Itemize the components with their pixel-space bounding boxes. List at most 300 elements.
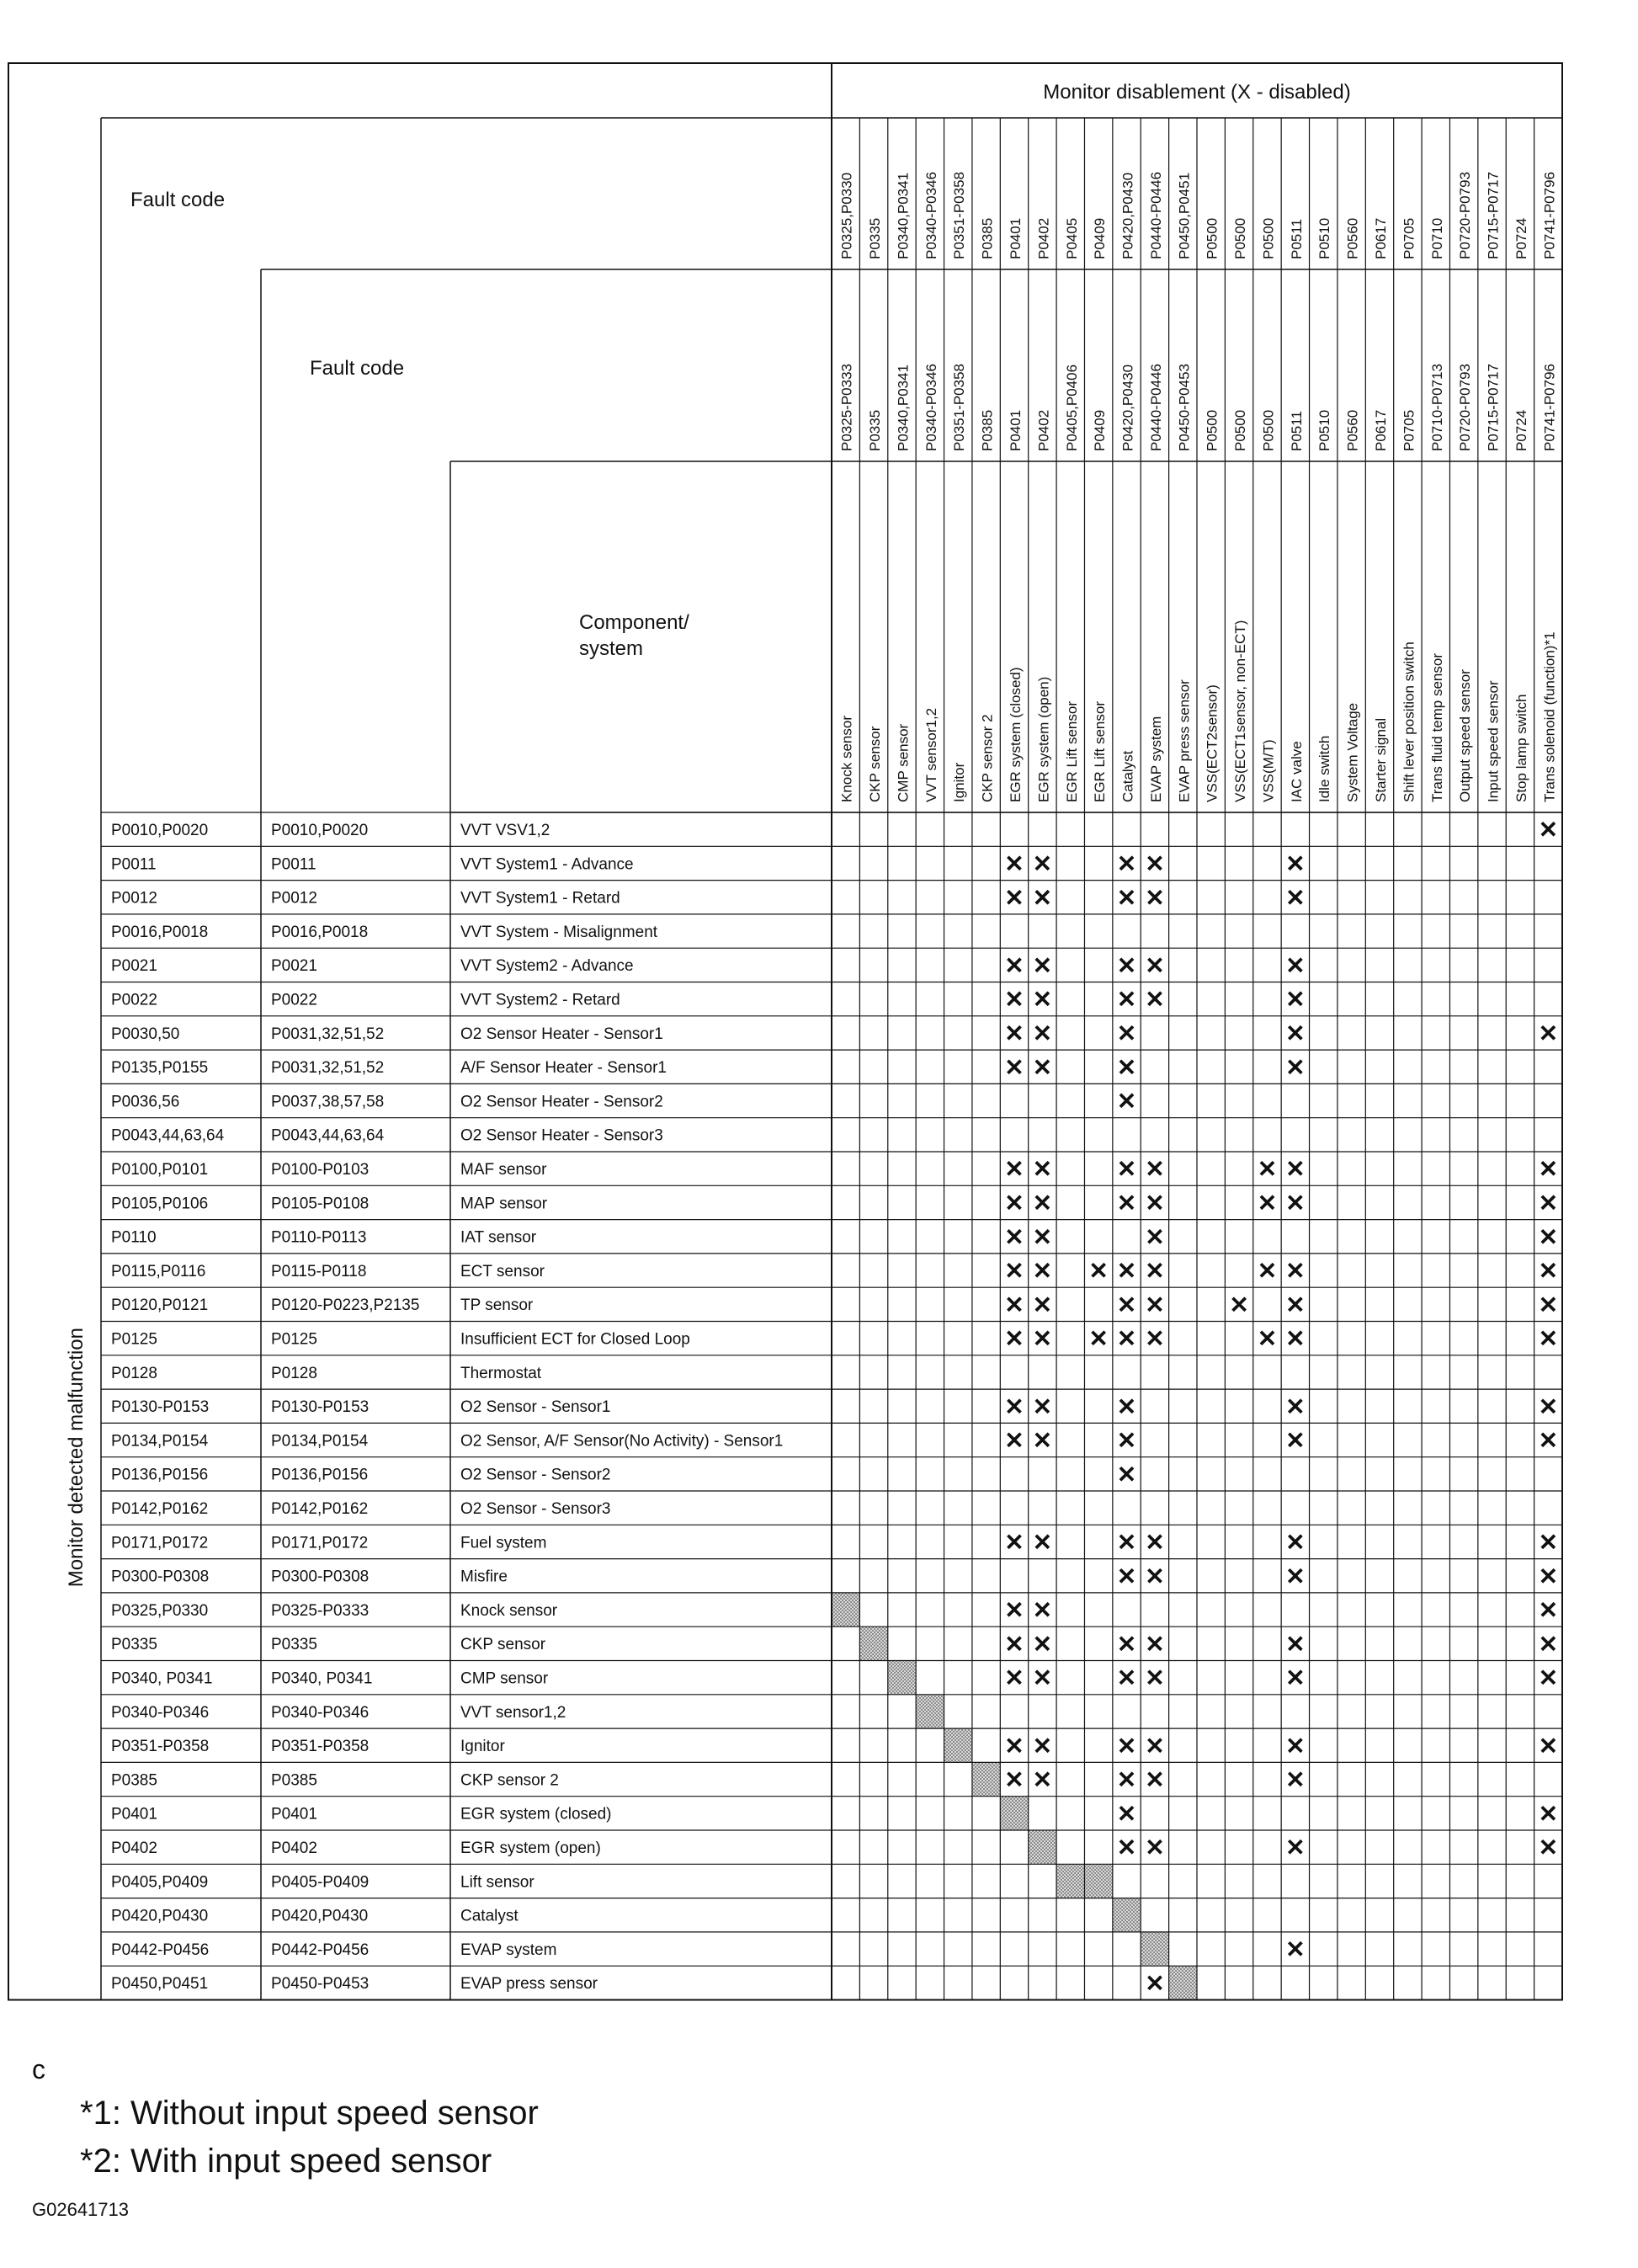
row-fault-code: P0136,P0156 [111,1466,209,1484]
row-fault-code-2: P0043,44,63,64 [271,1126,385,1145]
disabled-mark: ✕ [1538,1597,1559,1624]
disabled-mark: ✕ [1257,1258,1278,1285]
disabled-mark: ✕ [1538,1223,1559,1250]
column-component-name: EVAP press sensor [1176,679,1193,802]
row-fault-code-2: P0120-P0223,P2135 [271,1296,420,1315]
row-component-name: ECT sensor [460,1262,545,1280]
row-fault-code: P0351-P0358 [111,1738,210,1756]
disabled-mark: ✕ [1032,952,1053,979]
row-component-name: VVT System2 - Advance [460,957,634,976]
row-fault-code: P0401 [111,1805,157,1823]
row-component-name: VVT System1 - Advance [460,855,634,874]
column-code-fault: P0560 [1344,409,1361,451]
disabled-mark: ✕ [1004,1664,1024,1691]
column-code-fault: P0724 [1513,409,1529,451]
disabled-mark: ✕ [1145,1664,1165,1691]
column-code-monitor: P0715-P0717 [1485,172,1502,259]
row-fault-code: P0115,P0116 [111,1262,206,1280]
column-code-fault: P0340-P0346 [923,364,939,451]
row-component-name: O2 Sensor - Sensor2 [460,1466,611,1484]
disabled-mark: ✕ [1538,1325,1559,1352]
disabled-mark: ✕ [1145,1325,1165,1352]
disabled-mark: ✕ [1145,1291,1165,1318]
row-component-name: O2 Sensor, A/F Sensor(No Activity) - Sensor1 [460,1432,784,1451]
row-component-name: O2 Sensor Heater - Sensor3 [460,1126,663,1145]
disabled-mark: ✕ [1116,1834,1137,1861]
column-component-name: CKP sensor [867,726,884,802]
disabled-mark: ✕ [1538,1834,1559,1861]
disabled-mark: ✕ [1032,1258,1053,1285]
disabled-mark: ✕ [1538,1800,1559,1827]
column-code-monitor: P0420,P0430 [1119,172,1136,259]
row-fault-code: P0030,50 [111,1025,180,1043]
shaded-cell [859,1626,887,1660]
row-component-name: IAT sensor [460,1228,537,1247]
disabled-mark: ✕ [1285,952,1306,979]
disabled-mark: ✕ [1116,1733,1137,1760]
column-code-monitor: P0500 [1260,217,1277,259]
row-fault-code: P0011 [111,855,157,874]
disabled-mark: ✕ [1116,1529,1137,1556]
monitor-disablement-title: Monitor disablement (X - disabled) [1043,81,1351,104]
disabled-mark: ✕ [1116,1563,1137,1589]
disabled-mark: ✕ [1116,1291,1137,1318]
disabled-mark: ✕ [1285,1529,1306,1556]
component-system-header: Component/ [579,611,689,634]
disabled-mark: ✕ [1004,1529,1024,1556]
row-fault-code-2: P0402 [271,1839,317,1857]
row-component-name: Ignitor [460,1738,505,1756]
column-component-name: Trans fluid temp sensor [1428,653,1445,802]
row-component-name: Lift sensor [460,1873,534,1892]
row-component-name: TP sensor [460,1296,534,1315]
disabled-mark: ✕ [1145,1223,1165,1250]
row-fault-code: P0142,P0162 [111,1500,209,1518]
row-fault-code: P0128 [111,1364,157,1382]
fault-code-header-1: Fault code [130,189,226,211]
disabled-mark: ✕ [1116,986,1137,1013]
row-component-name: MAF sensor [460,1161,547,1179]
row-fault-code-2: P0335 [271,1636,317,1654]
disabled-mark: ✕ [1285,1664,1306,1691]
column-code-fault: P0511 [1288,411,1305,451]
row-fault-code-2: P0351-P0358 [271,1738,370,1756]
disabled-mark: ✕ [1004,1766,1024,1793]
disabled-mark: ✕ [1032,884,1053,911]
column-code-fault: P0405,P0406 [1063,364,1080,451]
shaded-cell [1141,1932,1168,1966]
disabled-mark: ✕ [1145,1631,1165,1658]
row-component-name: VVT VSV1,2 [460,822,550,839]
column-component-name: VSS(ECT1sensor, non-ECT) [1232,620,1249,802]
disabled-mark: ✕ [1538,1393,1559,1420]
disabled-mark: ✕ [1285,1325,1306,1352]
disabled-mark: ✕ [1004,1190,1024,1217]
disabled-mark: ✕ [1032,1223,1053,1250]
disabled-mark: ✕ [1032,1054,1053,1081]
disabled-mark: ✕ [1004,1325,1024,1352]
row-fault-code: P0010,P0020 [111,822,209,839]
shaded-cell [1000,1797,1028,1830]
row-component-name: Thermostat [460,1364,542,1382]
column-component-name: VVT sensor1,2 [923,707,939,802]
disabled-mark: ✕ [1004,1393,1024,1420]
column-code-monitor: P0351-P0358 [951,172,968,259]
disabled-mark: ✕ [1538,1291,1559,1318]
disabled-mark: ✕ [1538,1631,1559,1658]
fault-code-header-2: Fault code [310,357,405,380]
disabled-mark: ✕ [1285,884,1306,911]
row-fault-code-2: P0136,P0156 [271,1466,369,1484]
disabled-mark: ✕ [1004,850,1024,877]
disabled-mark: ✕ [1116,952,1137,979]
column-code-fault: P0385 [979,409,996,451]
column-code-monitor: P0340,P0341 [895,172,912,259]
disabled-mark: ✕ [1145,952,1165,979]
disabled-mark: ✕ [1285,1733,1306,1760]
row-fault-code-2: P0171,P0172 [271,1534,369,1552]
component-system-header: system [579,637,644,660]
row-fault-code-2: P0134,P0154 [271,1432,369,1451]
column-code-monitor: P0385 [979,217,996,259]
column-code-monitor: P0405 [1063,217,1080,259]
disabled-mark: ✕ [1032,1393,1053,1420]
row-fault-code: P0171,P0172 [111,1534,209,1552]
disabled-mark: ✕ [1032,1529,1053,1556]
column-code-monitor: P0401 [1008,217,1024,259]
column-component-name: EVAP system [1147,716,1164,802]
disabled-mark: ✕ [1285,1393,1306,1420]
row-fault-code: P0450,P0451 [111,1975,209,1994]
row-component-name: EGR system (closed) [460,1805,612,1823]
shaded-cell [972,1762,1000,1796]
column-code-fault: P0500 [1232,409,1249,451]
row-fault-code: P0300-P0308 [111,1568,210,1586]
row-component-name: Insufficient ECT for Closed Loop [460,1330,690,1349]
row-fault-code-2: P0340, P0341 [271,1669,373,1688]
disabled-mark: ✕ [1145,1733,1165,1760]
column-code-monitor: P0724 [1513,217,1529,259]
row-component-name: VVT System - Misalignment [460,923,658,941]
row-fault-code-2: P0325-P0333 [271,1601,370,1620]
row-fault-code: P0335 [111,1636,157,1654]
row-fault-code: P0036,56 [111,1093,180,1111]
disabled-mark: ✕ [1032,1427,1053,1454]
disabled-mark: ✕ [1145,850,1165,877]
disabled-mark: ✕ [1116,1461,1137,1488]
disabled-mark: ✕ [1285,986,1306,1013]
row-fault-code-2: P0105-P0108 [271,1195,370,1213]
disabled-mark: ✕ [1116,850,1137,877]
column-code-fault: P0710-P0713 [1428,364,1445,451]
row-component-name: Knock sensor [460,1601,558,1620]
row-fault-code: P0043,44,63,64 [111,1126,225,1145]
row-component-name: CKP sensor 2 [460,1771,559,1790]
disabled-mark: ✕ [1116,1800,1137,1827]
row-component-name: O2 Sensor - Sensor1 [460,1398,611,1417]
column-code-fault: P0500 [1260,409,1277,451]
disabled-mark: ✕ [1116,1766,1137,1793]
column-component-name: Ignitor [951,762,968,802]
column-code-monitor: P0402 [1035,217,1052,259]
row-fault-code-2: P0031,32,51,52 [271,1025,385,1043]
column-code-fault: P0351-P0358 [951,364,968,451]
disabled-mark: ✕ [1116,1393,1137,1420]
row-component-name: O2 Sensor - Sensor3 [460,1500,611,1518]
column-code-monitor: P0500 [1204,217,1221,259]
footnote-1: *1: Without input speed sensor [80,2095,539,2132]
disabled-mark: ✕ [1285,1834,1306,1861]
disabled-mark: ✕ [1116,1020,1137,1046]
disabled-mark: ✕ [1229,1291,1249,1318]
column-code-fault: P0741-P0796 [1541,364,1558,451]
column-code-fault: P0450-P0453 [1176,364,1193,451]
row-fault-code-2: P0110-P0113 [271,1228,367,1247]
disabled-mark: ✕ [1145,1563,1165,1589]
row-fault-code-2: P0385 [271,1771,317,1790]
disabled-mark: ✕ [1285,1020,1306,1046]
column-component-name: EGR Lift sensor [1063,701,1080,802]
row-fault-code: P0016,P0018 [111,923,209,941]
row-fault-code: P0405,P0409 [111,1873,209,1892]
disabled-mark: ✕ [1285,1156,1306,1183]
column-code-fault: P0335 [867,409,884,451]
row-fault-code: P0402 [111,1839,157,1857]
row-fault-code-2: P0128 [271,1364,317,1382]
disabled-mark: ✕ [1032,1325,1053,1352]
row-fault-code-2: P0016,P0018 [271,923,369,941]
disabled-mark: ✕ [1145,1970,1165,1997]
row-fault-code: P0021 [111,957,157,976]
row-fault-code: P0105,P0106 [111,1195,209,1213]
disabled-mark: ✕ [1116,1088,1137,1115]
column-code-monitor: P0500 [1232,217,1249,259]
column-code-monitor: P0710 [1428,217,1445,259]
row-component-name: EGR system (open) [460,1839,601,1857]
column-component-name: EGR system (open) [1035,676,1052,802]
shaded-cell [916,1695,944,1728]
disabled-mark: ✕ [1145,1834,1165,1861]
row-fault-code: P0134,P0154 [111,1432,209,1451]
row-fault-code: P0120,P0121 [111,1296,209,1315]
row-fault-code: P0022 [111,991,157,1009]
column-code-fault: P0510 [1316,409,1333,451]
column-code-monitor: P0511 [1288,219,1305,259]
column-code-monitor: P0741-P0796 [1541,172,1558,259]
row-fault-code-2: P0021 [271,957,317,976]
footnote-letter: c [32,2054,45,2084]
disabled-mark: ✕ [1538,1664,1559,1691]
shaded-cell [1056,1864,1084,1898]
row-component-name: Catalyst [460,1907,519,1925]
disabled-mark: ✕ [1116,1325,1137,1352]
row-fault-code: P0442-P0456 [111,1941,210,1959]
row-component-name: Misfire [460,1568,508,1586]
column-component-name: EGR Lift sensor [1092,701,1109,802]
disabled-mark: ✕ [1145,986,1165,1013]
row-fault-code-2: P0011 [271,855,316,874]
row-fault-code: P0110 [111,1228,157,1247]
disabled-mark: ✕ [1004,1258,1024,1285]
column-code-fault: P0420,P0430 [1119,364,1136,451]
disabled-mark: ✕ [1004,1156,1024,1183]
disabled-mark: ✕ [1004,884,1024,911]
disabled-mark: ✕ [1116,884,1137,911]
column-code-monitor: P0409 [1092,217,1109,259]
disabled-mark: ✕ [1285,1427,1306,1454]
column-code-fault: P0617 [1373,409,1389,451]
column-component-name: Catalyst [1119,750,1136,802]
row-fault-code-2: P0031,32,51,52 [271,1059,385,1078]
column-code-fault: P0720-P0793 [1457,364,1474,451]
row-component-name: VVT sensor1,2 [460,1703,566,1722]
row-fault-code-2: P0450-P0453 [271,1975,370,1994]
row-fault-code: P0130-P0153 [111,1398,210,1417]
disabled-mark: ✕ [1116,1054,1137,1081]
column-component-name: Knock sensor [838,716,855,802]
disabled-mark: ✕ [1032,1597,1053,1624]
row-component-name: EVAP press sensor [460,1975,598,1994]
column-component-name: CMP sensor [895,723,912,802]
shaded-cell [1169,1966,1197,1999]
column-code-monitor: P0450,P0451 [1176,172,1193,259]
disabled-mark: ✕ [1116,1156,1137,1183]
disabled-mark: ✕ [1538,1427,1559,1454]
column-component-name: Starter signal [1373,717,1389,802]
disabled-mark: ✕ [1004,1733,1024,1760]
disabled-mark: ✕ [1116,1258,1137,1285]
disabled-mark: ✕ [1257,1325,1278,1352]
column-component-name: Idle switch [1316,735,1333,802]
row-fault-code-2: P0340-P0346 [271,1703,370,1722]
disabled-mark: ✕ [1538,1190,1559,1217]
row-fault-code-2: P0142,P0162 [271,1500,369,1518]
row-component-name: MAP sensor [460,1195,548,1213]
row-fault-code-2: P0300-P0308 [271,1568,370,1586]
column-component-name: System Voltage [1344,702,1361,802]
shaded-cell [1029,1830,1056,1864]
disabled-mark: ✕ [1538,1020,1559,1046]
disabled-mark: ✕ [1004,1631,1024,1658]
row-fault-code-2: P0022 [271,991,317,1009]
disabled-mark: ✕ [1285,1190,1306,1217]
row-fault-code: P0100,P0101 [111,1161,209,1179]
disabled-mark: ✕ [1285,1291,1306,1318]
disabled-mark: ✕ [1145,884,1165,911]
disabled-mark: ✕ [1088,1325,1109,1352]
disabled-mark: ✕ [1145,1190,1165,1217]
disabled-mark: ✕ [1032,1291,1053,1318]
column-code-fault: P0409 [1092,409,1109,451]
disabled-mark: ✕ [1145,1766,1165,1793]
row-fault-code: P0325,P0330 [111,1601,209,1620]
column-code-fault: P0500 [1204,409,1221,451]
table-border [8,63,1562,2000]
column-component-name: CKP sensor 2 [979,714,996,802]
column-code-fault: P0340,P0341 [895,364,912,451]
row-fault-code-2: P0420,P0430 [271,1907,369,1925]
row-fault-code-2: P0100-P0103 [271,1161,370,1179]
disabled-mark: ✕ [1116,1664,1137,1691]
column-component-name: Input speed sensor [1485,680,1502,802]
row-component-name: VVT System1 - Retard [460,889,620,908]
column-component-name: Stop lamp switch [1513,694,1529,802]
disabled-mark: ✕ [1004,1427,1024,1454]
disabled-mark: ✕ [1088,1258,1109,1285]
row-component-name: Fuel system [460,1534,547,1552]
row-fault-code-2: P0010,P0020 [271,822,369,839]
disabled-mark: ✕ [1004,1597,1024,1624]
disabled-mark: ✕ [1538,1563,1559,1589]
disabled-mark: ✕ [1285,1936,1306,1963]
column-code-fault: P0440-P0446 [1147,364,1164,451]
disabled-mark: ✕ [1285,1631,1306,1658]
disabled-mark: ✕ [1285,1258,1306,1285]
shaded-cell [1113,1898,1141,1932]
disabled-mark: ✕ [1116,1190,1137,1217]
column-component-name: Output speed sensor [1457,669,1474,802]
disabled-mark: ✕ [1032,1190,1053,1217]
disabled-mark: ✕ [1004,986,1024,1013]
disabled-mark: ✕ [1538,1258,1559,1285]
column-component-name: EGR system (closed) [1008,667,1024,802]
row-fault-code: P0135,P0155 [111,1059,209,1078]
row-fault-code: P0340-P0346 [111,1703,210,1722]
row-component-name: O2 Sensor Heater - Sensor2 [460,1093,663,1111]
shaded-cell [832,1593,859,1626]
row-component-name: O2 Sensor Heater - Sensor1 [460,1025,663,1043]
disabled-mark: ✕ [1032,850,1053,877]
row-fault-code: P0420,P0430 [111,1907,209,1925]
disabled-mark: ✕ [1004,1020,1024,1046]
column-component-name: Trans solenoid (function)*1 [1541,631,1558,802]
row-fault-code-2: P0115-P0118 [271,1262,367,1280]
column-code-fault: P0705 [1401,409,1417,451]
disabled-mark: ✕ [1285,1766,1306,1793]
column-component-name: VSS(ECT2sensor) [1204,684,1221,802]
disabled-mark: ✕ [1032,1631,1053,1658]
row-fault-code: P0385 [111,1771,157,1790]
disabled-mark: ✕ [1257,1156,1278,1183]
column-component-name: IAC valve [1288,741,1305,802]
row-fault-code-2: P0125 [271,1330,317,1349]
row-component-name: CMP sensor [460,1669,549,1688]
row-fault-code-2: P0130-P0153 [271,1398,370,1417]
disabled-mark: ✕ [1004,1223,1024,1250]
row-fault-code-2: P0442-P0456 [271,1941,370,1959]
disabled-mark: ✕ [1004,1291,1024,1318]
disabled-mark: ✕ [1538,1733,1559,1760]
shaded-cell [944,1728,972,1762]
row-component-name: A/F Sensor Heater - Sensor1 [460,1059,667,1078]
shaded-cell [1084,1864,1112,1898]
figure-id: G02641713 [32,2199,129,2220]
row-fault-code: P0340, P0341 [111,1669,213,1688]
row-component-name: EVAP system [460,1941,557,1959]
column-code-fault: P0402 [1035,409,1052,451]
disabled-mark: ✕ [1004,1054,1024,1081]
disabled-mark: ✕ [1032,986,1053,1013]
disabled-mark: ✕ [1257,1190,1278,1217]
disabled-mark: ✕ [1145,1529,1165,1556]
disabled-mark: ✕ [1145,1258,1165,1285]
disabled-mark: ✕ [1032,1733,1053,1760]
row-fault-code: P0125 [111,1330,157,1349]
column-code-monitor: P0510 [1316,217,1333,259]
column-code-monitor: P0440-P0446 [1147,172,1164,259]
disabled-mark: ✕ [1004,952,1024,979]
disabled-mark: ✕ [1285,1054,1306,1081]
